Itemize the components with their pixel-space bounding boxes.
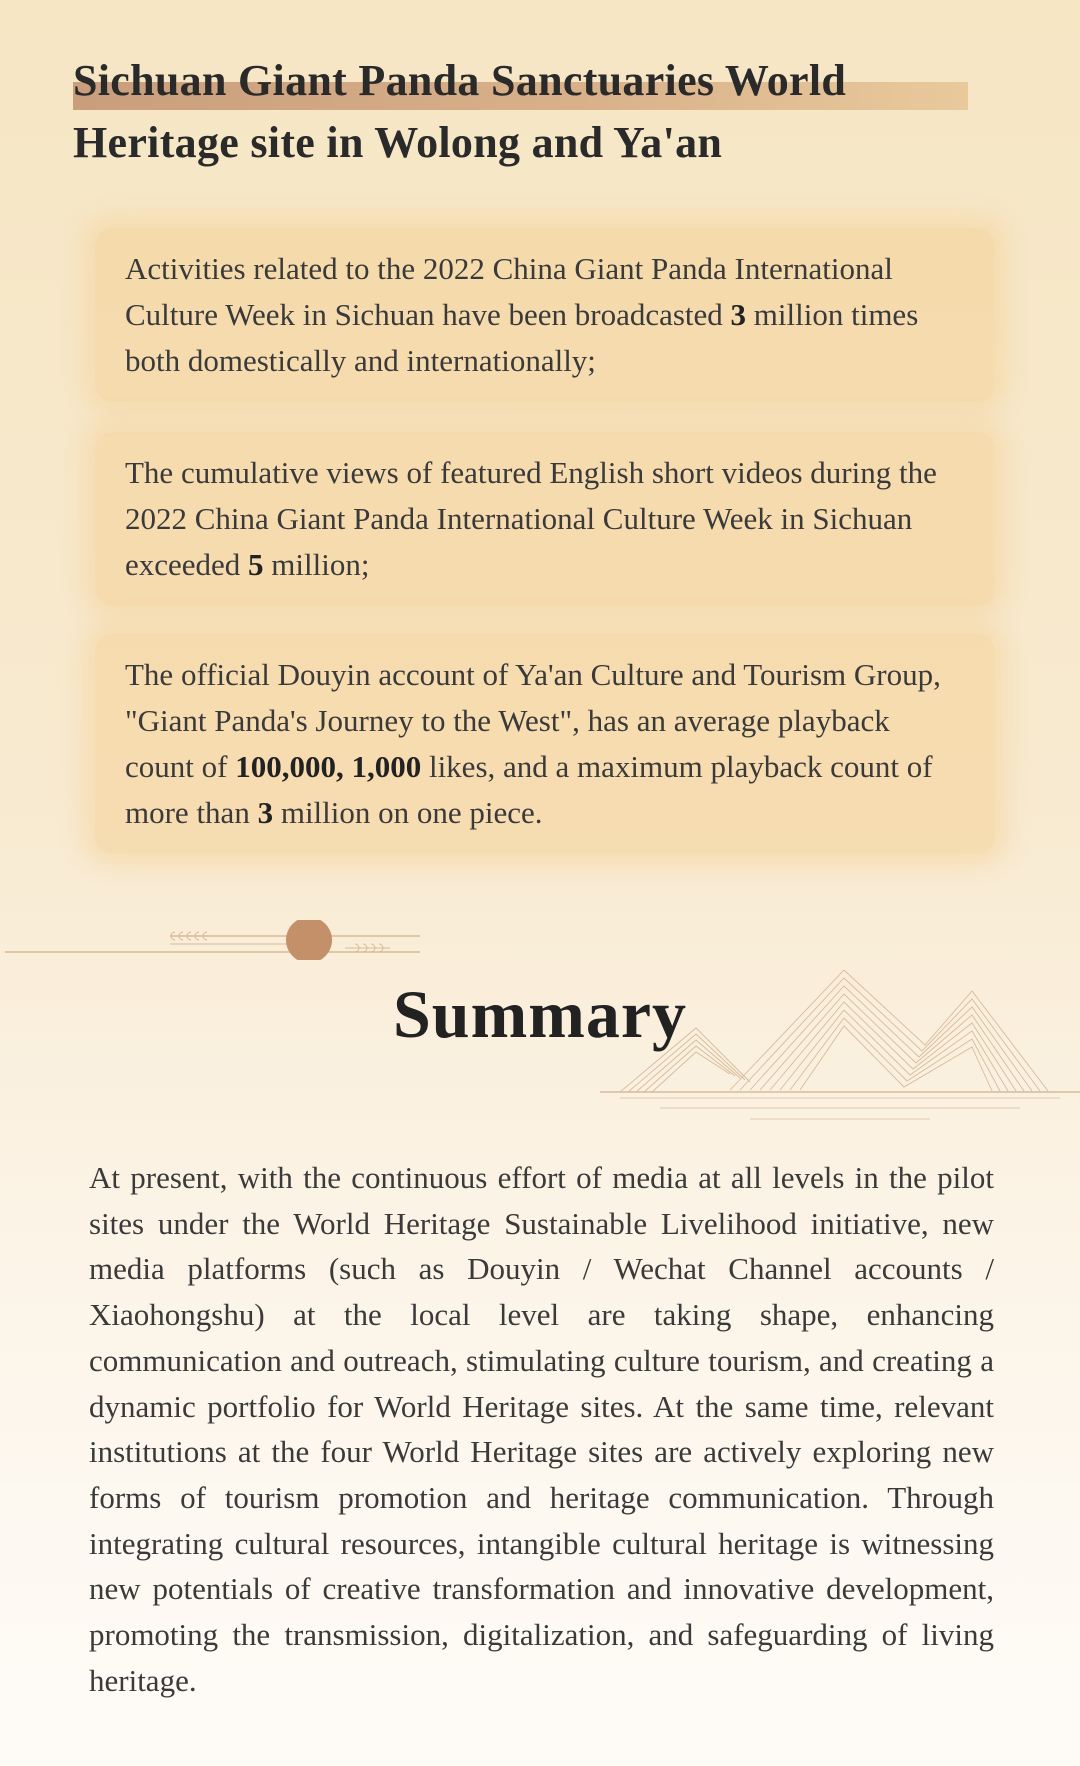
card-highlight-number: 3 (730, 297, 747, 332)
card-highlight-number: 3 (257, 795, 274, 830)
card-text: The cumulative views of featured English short videos during the 2022 China Giant Panda International Culture Week in Sichuan exceeded (125, 455, 937, 582)
summary-paragraph: At present, with the continuous effort of media at all levels in the pilot sites under the World Heritage Sustainable Livelihood initiative, new media platforms (such as Douyin / Wechat Channel accounts / Xiaohongshu) at the local level are taking shape, enhancing communication and outreach, stimulating culture tourism, and creating a dynamic portfolio for World Heritage sites. At the same time, relevant institutions at the four World Heritage sites are actively exploring new forms of tourism promotion and heritage communication. Through integrating cultural resources, intangible cultural heritage is witnessing new potentials of creative transformation and innovative development, promoting the transmission, digitalization, and safeguarding of living heritage. (89, 1160, 994, 1698)
card-text: The official Douyin account of Ya'an Culture and Tourism Group, "Giant Panda's Journey to the West", has an average playback count of (125, 657, 941, 784)
stat-card-short-videos (95, 432, 995, 606)
card-highlight-number: 5 (248, 547, 264, 582)
card-text: likes, and a maximum playback count of more than (125, 749, 933, 830)
stat-card-douyin-account (95, 634, 995, 854)
summary-heading: Summary (392, 976, 688, 1052)
card-text: Activities related to the 2022 China Giant Panda International Culture Week in Sichuan have been broadcasted (125, 251, 893, 332)
card-text: million on one piece. (273, 795, 543, 830)
mountain-lines-icon (600, 970, 1080, 1130)
decorative-divider-icon (0, 920, 430, 960)
stat-card-broadcasts (95, 228, 995, 402)
card-highlight-number: 100,000, 1,000 (235, 749, 422, 784)
page-title: Sichuan Giant Panda Sanctuaries World Heritage site in Wolong and Ya'an (73, 56, 847, 167)
title-block (73, 50, 973, 174)
card-text: million times both domestically and internationally; (125, 297, 919, 378)
card-text: million; (263, 547, 370, 582)
